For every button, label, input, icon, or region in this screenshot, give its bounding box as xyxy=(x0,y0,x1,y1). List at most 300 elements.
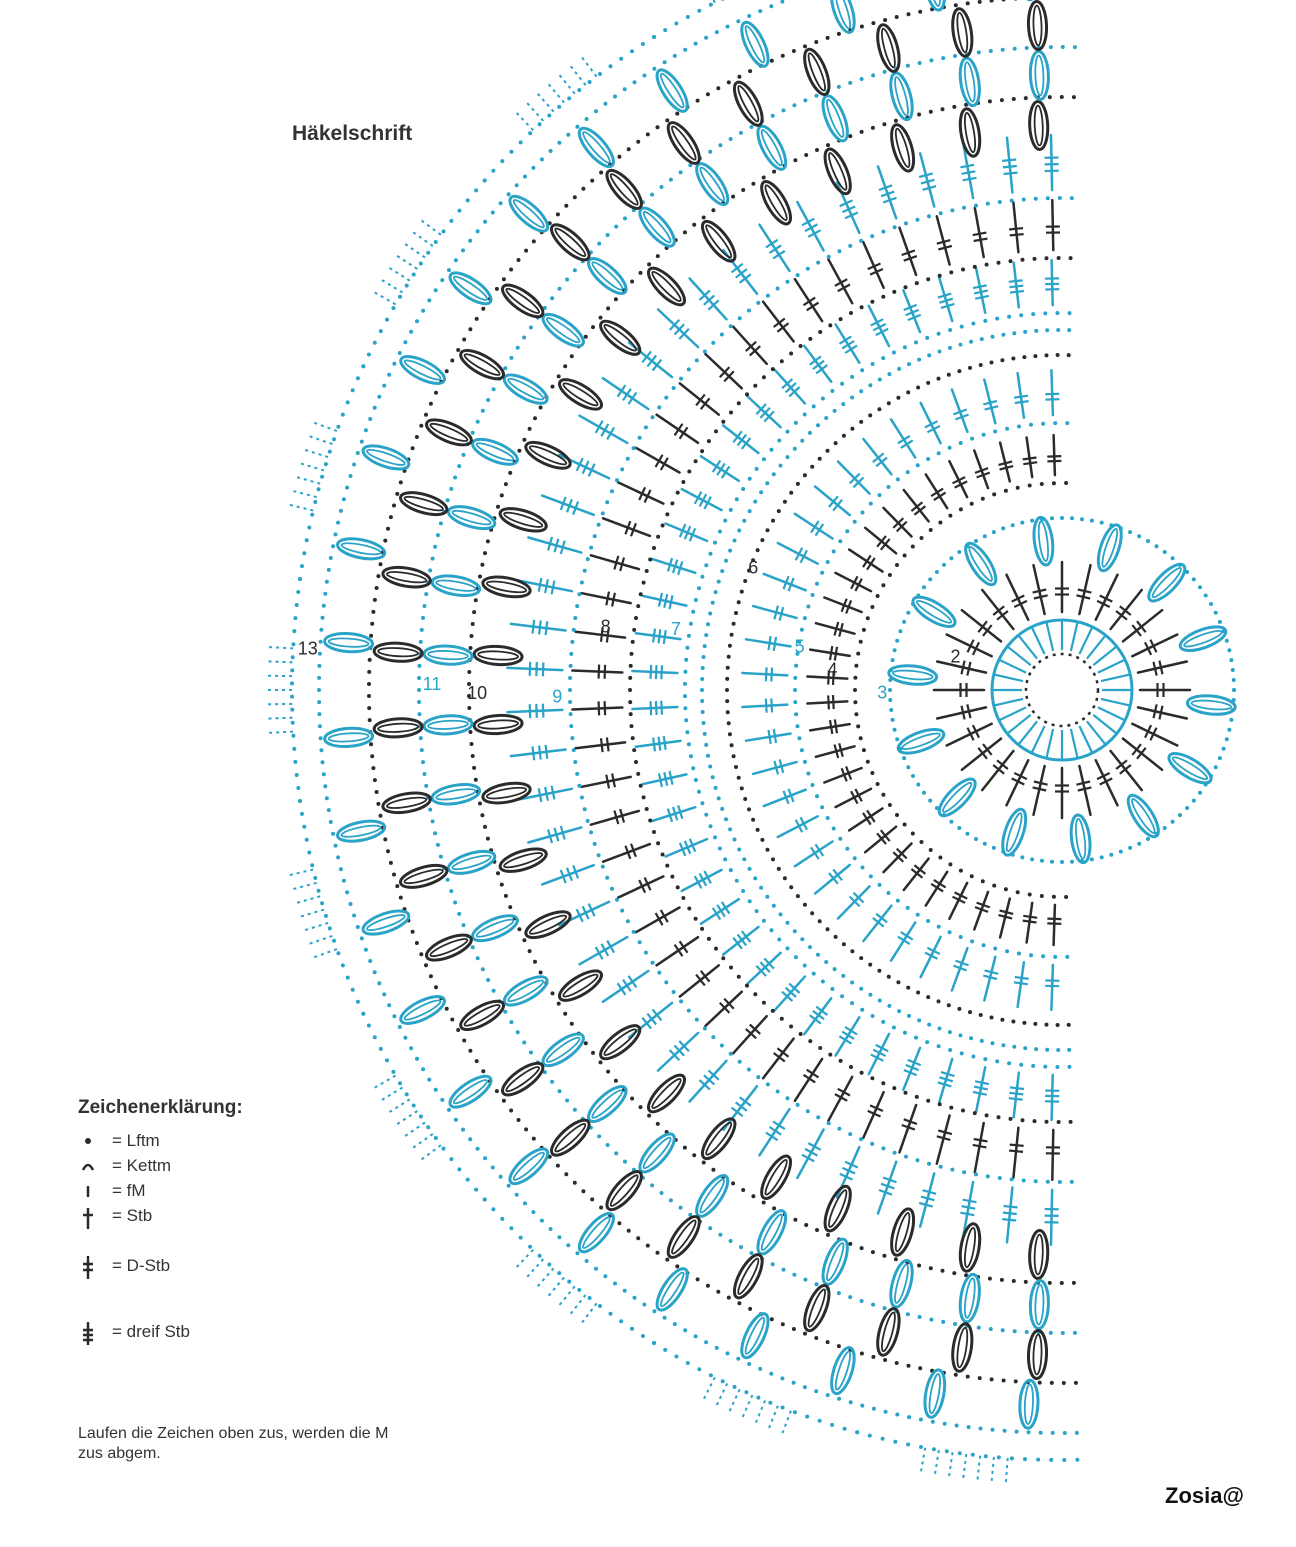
chain-stitch xyxy=(737,1301,741,1305)
chain-stitch xyxy=(319,736,323,740)
chain-stitch xyxy=(1067,1023,1071,1027)
chain-stitch xyxy=(486,837,490,841)
chain-stitch xyxy=(419,736,423,740)
chain-stitch xyxy=(630,652,634,656)
chain-stitch xyxy=(500,493,504,497)
chain-stitch xyxy=(876,594,880,598)
chain-stitch xyxy=(737,975,741,979)
chain-stitch xyxy=(948,514,952,518)
stitch-bar xyxy=(680,427,688,439)
stitch-bar xyxy=(599,701,600,715)
edge-picot xyxy=(389,267,410,280)
cluster-petal xyxy=(820,146,856,197)
edge-picot xyxy=(1006,1458,1008,1483)
edge-picot xyxy=(704,0,715,3)
chain-stitch xyxy=(415,1057,419,1061)
chain-stitch xyxy=(917,1264,921,1268)
cluster-petal xyxy=(474,714,523,735)
stitch-bar xyxy=(807,1070,819,1078)
chain-stitch xyxy=(471,754,475,758)
chain-stitch xyxy=(687,470,691,474)
chain-stitch xyxy=(803,1385,807,1389)
chain-stitch xyxy=(777,867,781,871)
chain-stitch xyxy=(704,36,708,40)
chain-stitch xyxy=(457,1167,461,1171)
round-1-stitch xyxy=(1032,627,1045,654)
chain-stitch xyxy=(679,170,683,174)
chain-stitch xyxy=(1146,837,1150,841)
chain-stitch xyxy=(715,1346,719,1350)
edge-picot xyxy=(537,93,554,112)
chain-stitch xyxy=(398,1081,402,1085)
chain-stitch xyxy=(887,975,891,979)
chain-stitch xyxy=(741,487,745,491)
chain-stitch xyxy=(887,401,891,405)
chain-stitch xyxy=(471,431,475,435)
chain-stitch xyxy=(327,808,331,812)
chain-stitch xyxy=(613,95,617,99)
chain-stitch xyxy=(856,652,860,656)
chain-stitch xyxy=(800,937,804,941)
chain-stitch xyxy=(529,326,533,330)
stitch-bar xyxy=(766,1133,778,1141)
cluster-petal-inner xyxy=(1035,55,1044,95)
stitch-post xyxy=(511,624,566,631)
round-number-label: 11 xyxy=(422,674,442,694)
chain-stitch xyxy=(1062,1381,1066,1385)
stitch-post xyxy=(723,927,758,955)
chain-stitch xyxy=(925,1040,929,1044)
chain-stitch xyxy=(794,712,798,716)
cluster-petal xyxy=(753,122,792,173)
round-1-stitch xyxy=(1098,660,1125,673)
chain-stitch xyxy=(1204,594,1208,598)
chain-stitch xyxy=(597,523,601,527)
chain-stitch xyxy=(446,878,450,882)
chain-stitch xyxy=(870,771,874,775)
chain-stitch xyxy=(884,1410,888,1414)
chain-stitch xyxy=(928,799,932,803)
chain-stitch xyxy=(871,1303,875,1307)
chain-stitch xyxy=(780,1376,784,1380)
chain-stitch xyxy=(632,446,636,450)
chain-stitch xyxy=(971,1055,975,1059)
chain-stitch xyxy=(789,885,793,889)
chain-stitch xyxy=(898,747,902,751)
chain-stitch xyxy=(729,324,733,328)
chain-stitch xyxy=(1155,544,1159,548)
chain-stitch xyxy=(478,802,482,806)
chain-stitch xyxy=(567,96,571,100)
stitch-bar xyxy=(766,699,767,713)
chain-stitch xyxy=(737,776,741,780)
chain-stitch xyxy=(417,676,421,680)
chain-stitch xyxy=(329,556,333,560)
chain-stitch xyxy=(949,820,953,824)
chain-stitch xyxy=(584,1041,588,1045)
cluster-petal xyxy=(398,861,449,892)
chain-stitch xyxy=(978,1376,982,1380)
chain-stitch xyxy=(1056,1023,1060,1027)
chain-stitch xyxy=(897,367,901,371)
stitch-bar xyxy=(1159,706,1162,720)
chain-stitch xyxy=(962,1170,966,1174)
chain-stitch xyxy=(1013,1329,1017,1333)
chain-stitch xyxy=(1003,1429,1007,1433)
chain-stitch xyxy=(1028,893,1032,897)
stitch-bar xyxy=(962,661,965,675)
cluster-petal-inner xyxy=(366,447,406,468)
chain-stitch xyxy=(336,855,340,859)
chain-stitch xyxy=(1019,1063,1023,1067)
legend-item-single-crochet xyxy=(78,1179,408,1204)
chain-stitch xyxy=(941,1320,945,1324)
chain-stitch xyxy=(628,676,632,680)
chain-stitch xyxy=(421,309,425,313)
chain-stitch xyxy=(938,350,942,354)
chain-stitch xyxy=(457,209,461,213)
chain-stitch xyxy=(906,906,910,910)
chain-stitch xyxy=(645,569,649,573)
chain-stitch xyxy=(558,1089,562,1093)
chain-stitch xyxy=(878,493,882,497)
chain-stitch xyxy=(423,604,427,608)
chain-stitch xyxy=(989,49,993,53)
chain-stitch xyxy=(356,451,360,455)
chain-stitch xyxy=(793,447,797,451)
chain-stitch xyxy=(461,248,465,252)
chain-stitch xyxy=(617,1221,621,1225)
cluster-petal xyxy=(583,253,631,299)
chain-stitch xyxy=(870,1076,874,1080)
chain-stitch xyxy=(657,971,661,975)
chain-stitch xyxy=(942,813,946,817)
chain-stitch xyxy=(709,3,713,7)
chain-stitch xyxy=(948,446,952,450)
chain-stitch xyxy=(859,389,863,393)
chain-stitch xyxy=(367,694,371,698)
chain-stitch xyxy=(1050,516,1054,520)
chain-stitch xyxy=(714,947,718,951)
chain-stitch xyxy=(892,1026,896,1030)
cluster-petal xyxy=(697,217,740,266)
stitch-post xyxy=(507,668,562,670)
stitch-bar xyxy=(618,385,626,397)
chain-stitch xyxy=(415,435,419,439)
chain-stitch xyxy=(517,1118,521,1122)
stitch-bar xyxy=(1002,1219,1016,1220)
chain-stitch xyxy=(700,677,704,681)
chain-stitch xyxy=(877,407,881,411)
legend-label: = Stb xyxy=(112,1206,153,1225)
chain-stitch xyxy=(373,598,377,602)
chain-stitch xyxy=(692,1153,696,1157)
chain-stitch xyxy=(871,126,875,130)
stitch-bar xyxy=(974,1087,988,1090)
chain-stitch xyxy=(483,220,487,224)
chain-stitch xyxy=(720,807,724,811)
cluster-petal xyxy=(424,715,473,736)
chain-stitch xyxy=(893,1440,897,1444)
chain-stitch xyxy=(720,333,724,337)
chain-stitch xyxy=(325,796,329,800)
edge-picot xyxy=(570,1295,586,1315)
chain-stitch xyxy=(367,706,371,710)
round-1-stitch xyxy=(1071,622,1078,651)
chain-stitch xyxy=(762,919,766,923)
chain-stitch xyxy=(792,49,796,53)
chain-stitch xyxy=(895,1361,899,1365)
chain-stitch xyxy=(411,446,415,450)
stitch-bar xyxy=(962,171,976,174)
chain-stitch xyxy=(328,450,332,454)
stitch-bar xyxy=(740,274,751,283)
chain-stitch xyxy=(1043,311,1047,315)
chain-stitch xyxy=(321,616,325,620)
round-number-label: 8 xyxy=(600,616,611,637)
chain-stitch xyxy=(305,538,309,542)
chain-stitch xyxy=(766,528,770,532)
chain-stitch xyxy=(926,381,930,385)
chain-stitch xyxy=(691,766,695,770)
chain-stitch xyxy=(371,610,375,614)
chain-stitch xyxy=(474,778,478,782)
stitch-bar xyxy=(771,668,772,682)
chain-stitch xyxy=(978,0,982,4)
chain-stitch xyxy=(949,270,953,274)
chain-stitch xyxy=(630,1097,634,1101)
chain-stitch xyxy=(854,712,858,716)
chain-stitch xyxy=(771,1009,775,1013)
chain-stitch xyxy=(610,489,614,493)
chain-stitch xyxy=(998,1176,1002,1180)
center-ring xyxy=(1026,654,1098,726)
chain-stitch xyxy=(1030,519,1034,523)
stitch-bar xyxy=(1034,782,1048,785)
stitch-bar xyxy=(963,1200,977,1203)
chain-stitch xyxy=(1214,765,1218,769)
edge-picot xyxy=(300,463,324,470)
chain-stitch xyxy=(642,581,646,585)
chain-stitch xyxy=(674,22,678,26)
chain-stitch xyxy=(1073,45,1077,49)
chain-stitch xyxy=(434,985,438,989)
chain-stitch xyxy=(385,1058,389,1062)
edge-picot xyxy=(300,910,324,917)
chain-stitch xyxy=(298,799,302,803)
chain-stitch xyxy=(615,898,619,902)
chain-stitch xyxy=(391,1070,395,1074)
chain-stitch xyxy=(614,225,618,229)
chain-stitch xyxy=(815,794,819,798)
chain-stitch xyxy=(727,721,731,725)
stitch-bar xyxy=(967,704,970,718)
cluster-petal xyxy=(1028,1,1048,50)
chain-stitch xyxy=(687,367,691,371)
chain-stitch xyxy=(876,782,880,786)
chain-stitch xyxy=(499,201,503,205)
chain-stitch xyxy=(751,1194,755,1198)
cluster-petal xyxy=(697,1114,740,1163)
stitch-post xyxy=(1014,263,1019,308)
cluster-petal-inner xyxy=(892,76,910,117)
chain-stitch xyxy=(841,402,845,406)
chain-stitch xyxy=(914,340,918,344)
chain-stitch xyxy=(981,497,985,501)
chain-stitch xyxy=(415,319,419,323)
chain-stitch xyxy=(356,925,360,929)
stitch-bar xyxy=(1009,228,1023,229)
chain-stitch xyxy=(818,919,822,923)
chain-stitch xyxy=(806,1109,810,1113)
chain-stitch xyxy=(642,1303,646,1307)
chain-stitch xyxy=(945,1449,949,1453)
chain-stitch xyxy=(881,583,885,587)
chain-stitch xyxy=(850,396,854,400)
chain-stitch xyxy=(962,206,966,210)
cluster-petal xyxy=(583,1081,631,1127)
edge-picot xyxy=(313,949,337,957)
chain-stitch xyxy=(948,346,952,350)
chain-stitch xyxy=(992,846,996,850)
stitch-bar xyxy=(607,738,609,752)
cluster-petal xyxy=(423,415,474,450)
chain-stitch xyxy=(434,288,438,292)
chain-stitch xyxy=(652,35,656,39)
chain-stitch xyxy=(481,1069,485,1073)
chain-stitch xyxy=(462,338,466,342)
chain-stitch xyxy=(601,865,605,869)
chain-stitch xyxy=(630,280,634,284)
chain-stitch xyxy=(481,967,485,971)
chain-stitch xyxy=(336,425,340,429)
chain-stitch xyxy=(652,830,656,834)
cluster-petal-inner xyxy=(1100,528,1120,568)
chain-stitch xyxy=(929,1318,933,1322)
chain-stitch xyxy=(803,1278,807,1282)
chain-stitch xyxy=(1214,611,1218,615)
chain-stitch xyxy=(1029,423,1033,427)
stitch-bar xyxy=(740,1097,751,1106)
cluster-petal-inner xyxy=(403,494,444,513)
chain-stitch xyxy=(589,546,593,550)
chain-stitch xyxy=(779,464,783,468)
chain-stitch xyxy=(995,317,999,321)
cluster-petal xyxy=(336,818,387,845)
chain-stitch xyxy=(983,842,987,846)
stitch-bar xyxy=(659,629,661,643)
cluster-petal-inner xyxy=(893,1212,912,1253)
chain-stitch xyxy=(950,208,954,212)
chain-stitch xyxy=(743,797,747,801)
chain-stitch xyxy=(1050,860,1054,864)
chain-stitch xyxy=(531,166,535,170)
edge-picot xyxy=(309,936,333,944)
chain-stitch xyxy=(1016,486,1020,490)
chain-stitch xyxy=(307,851,311,855)
stitch-bar xyxy=(530,662,531,676)
chain-stitch xyxy=(398,1025,402,1029)
chain-stitch xyxy=(476,1147,480,1151)
chain-stitch xyxy=(642,74,646,78)
chain-stitch xyxy=(728,549,732,553)
chain-stitch xyxy=(636,140,640,144)
stitch-bar xyxy=(539,578,542,592)
stitch-bar xyxy=(651,665,652,679)
chain-stitch xyxy=(417,700,421,704)
chain-stitch xyxy=(888,573,892,577)
chain-stitch xyxy=(1045,1023,1049,1027)
stitch-post xyxy=(1111,590,1142,629)
stitch-bar xyxy=(1015,977,1029,979)
stitch-post xyxy=(815,487,850,516)
chain-stitch xyxy=(733,838,737,842)
chain-stitch xyxy=(906,390,910,394)
chain-stitch xyxy=(955,1424,959,1428)
chain-stitch xyxy=(433,831,437,835)
stitch-post xyxy=(795,514,833,539)
stitch-post xyxy=(701,899,739,924)
chain-stitch xyxy=(504,482,508,486)
chain-stitch xyxy=(796,724,800,728)
cluster-petal xyxy=(498,1058,547,1101)
chain-stitch xyxy=(674,1355,678,1359)
cluster-petal xyxy=(474,645,523,666)
chain-stitch xyxy=(973,1111,977,1115)
chain-stitch xyxy=(457,464,461,468)
chain-stitch xyxy=(859,1137,863,1141)
chain-stitch xyxy=(1002,1379,1006,1383)
chain-stitch xyxy=(927,1162,931,1166)
chain-stitch xyxy=(581,1189,585,1193)
stitch-post xyxy=(603,971,649,1002)
chain-stitch xyxy=(1030,857,1034,861)
chain-stitch xyxy=(777,439,781,443)
chain-stitch xyxy=(456,348,460,352)
chain-stitch xyxy=(509,150,513,154)
chain-stitch xyxy=(656,1122,660,1126)
chain-stitch xyxy=(1056,353,1060,357)
cluster-petal xyxy=(360,906,411,939)
chain-stitch xyxy=(902,756,906,760)
chain-stitch xyxy=(687,742,691,746)
chain-stitch xyxy=(1011,1020,1015,1024)
chain-stitch xyxy=(918,1366,922,1370)
cluster-petal xyxy=(1029,1230,1049,1279)
cluster-petal xyxy=(756,1152,796,1203)
cluster-petal xyxy=(481,780,531,806)
chain-stitch xyxy=(738,316,742,320)
round-1-stitch xyxy=(1093,646,1116,665)
chain-stitch xyxy=(881,1081,885,1085)
chain-stitch xyxy=(721,420,725,424)
chain-stitch xyxy=(598,1304,602,1308)
chain-stitch xyxy=(973,265,977,269)
chain-stitch xyxy=(842,434,846,438)
chain-stitch xyxy=(368,718,372,722)
chain-stitch xyxy=(744,1390,748,1394)
chain-stitch xyxy=(476,420,480,424)
stitch-bar xyxy=(804,298,816,306)
stitch-post xyxy=(580,416,628,443)
chain-stitch xyxy=(793,1410,797,1414)
chain-stitch xyxy=(726,25,730,29)
chain-stitch xyxy=(799,1032,803,1036)
legend-label: = Kettm xyxy=(112,1156,172,1175)
chain-stitch xyxy=(961,1109,965,1113)
chain-stitch xyxy=(727,1296,731,1300)
chain-stitch xyxy=(1001,1043,1005,1047)
